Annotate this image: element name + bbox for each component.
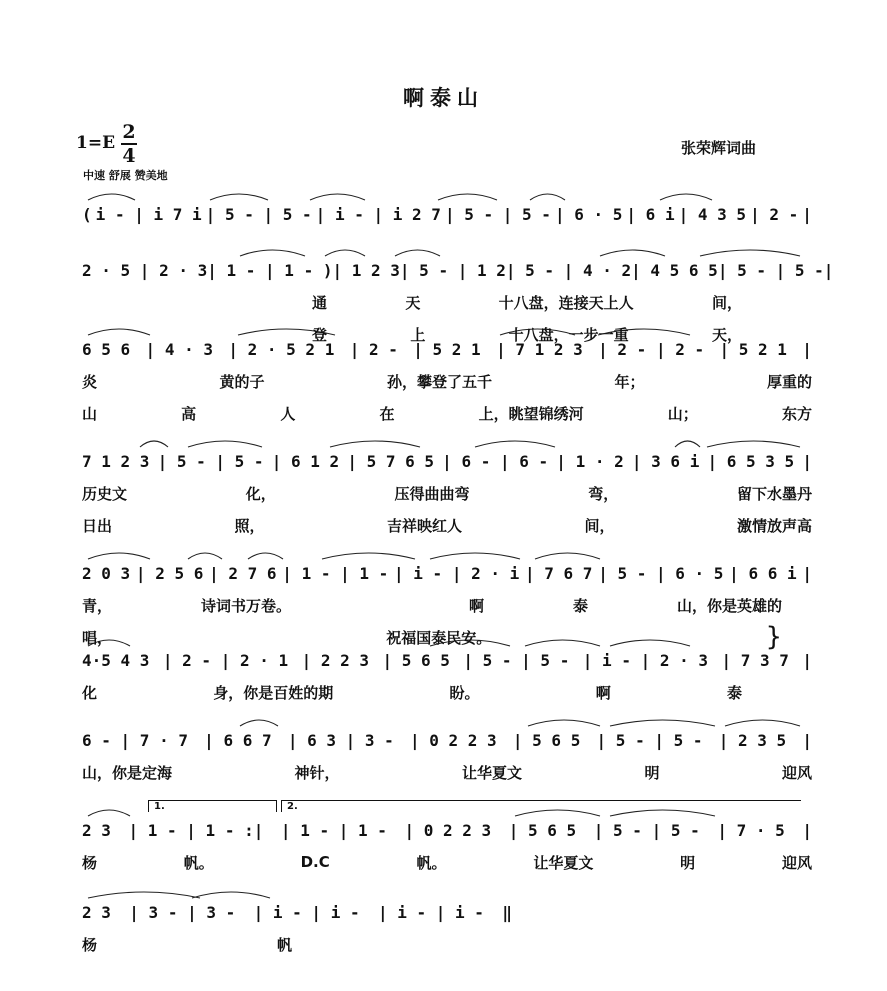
- lyric-segment: 盼。: [449, 683, 480, 702]
- note-group: | 2 - | 2 · 1: [162, 650, 289, 670]
- note-group: | 6 3 | 3 -: [287, 730, 394, 750]
- notation-row-8: [82, 818, 812, 842]
- lyric-segment: 十八盘，一步一重: [508, 325, 629, 344]
- note-group: | 1 · 2: [556, 451, 624, 471]
- slur-arc: [88, 892, 200, 898]
- lyric-row-4-2: [82, 513, 812, 537]
- lyric-segment: 迎风: [781, 853, 812, 872]
- lyric-row-2-1: [312, 290, 742, 314]
- note-group: 2 3: [82, 902, 111, 922]
- volta-2-line: [281, 800, 801, 801]
- lyric-segment: D.C: [300, 853, 330, 871]
- slur-arc: [600, 250, 665, 256]
- note-group: | i - | i -: [377, 902, 484, 922]
- lyric-segment: 唱，: [82, 628, 113, 647]
- note-group: | 1 - | 1 - ): [207, 260, 333, 280]
- lyric-row-8-1: [82, 850, 812, 874]
- lyric-segment: 泰: [726, 683, 742, 702]
- lyric-row-9-1: [82, 932, 292, 956]
- note-group: | 5 6 5: [508, 820, 577, 840]
- lyric-segment: 化: [82, 683, 98, 702]
- lyric-segment: 天: [405, 293, 421, 312]
- slur-arc: [210, 194, 268, 200]
- note-group: | 0 2 2 3: [409, 730, 497, 750]
- notation-row-1: [82, 202, 812, 226]
- note-group: | 6 5 3 5: [707, 451, 795, 471]
- tempo-marking: 中速 舒展 赞美地: [83, 169, 168, 182]
- note-group: |: [802, 451, 812, 471]
- lyric-segment: 照，: [234, 516, 265, 535]
- slur-arc: [88, 553, 150, 559]
- note-group: 4·5 4 3: [82, 650, 150, 670]
- slur-arc: [240, 250, 305, 256]
- note-group: |: [802, 563, 812, 583]
- meter-bottom: 4: [122, 145, 136, 167]
- lyric-segment: 杨: [82, 853, 98, 872]
- note-group: | 5 2 1: [719, 339, 787, 359]
- note-group: | 5 - | 5 -: [205, 204, 312, 224]
- lyric-row-3-1: [82, 369, 812, 393]
- note-group: | 5 - | 5 -: [596, 730, 703, 750]
- note-group: | i - | 2 · i: [394, 563, 520, 583]
- lyric-row-7-1: [82, 760, 812, 784]
- note-group: |: [802, 730, 812, 750]
- note-group: | 2 7 6: [209, 563, 277, 583]
- lyric-segment: 青，: [82, 596, 113, 615]
- key-signature: 1=E: [76, 133, 116, 153]
- slur-arc: [240, 720, 278, 726]
- note-group: |: [802, 339, 812, 359]
- notation-row-7: [82, 728, 812, 752]
- slur-arc: [700, 250, 800, 256]
- slur-arc: [610, 720, 715, 726]
- note-group: 2 0 3: [82, 563, 131, 583]
- note-group: | 7 6 7: [525, 563, 593, 583]
- lyric-segment: 历史文: [82, 484, 128, 503]
- slur-arc: [725, 720, 800, 726]
- note-group: | 4 · 3: [145, 339, 213, 359]
- note-group: | 1 - | 1 -: [282, 563, 389, 583]
- slur-arc: [188, 553, 222, 559]
- volta-1-line: [148, 800, 276, 801]
- slur-arc: [322, 553, 415, 559]
- note-group: | 6 · 5: [554, 204, 623, 224]
- note-group: | 5 6 5: [512, 730, 581, 750]
- note-group: | 1 - | 1 - :|: [128, 820, 264, 840]
- note-group: |: [823, 260, 834, 280]
- volta-1-end-tick: [276, 800, 277, 812]
- volta-2-tick: [281, 800, 282, 812]
- note-group: | 2 3 5: [718, 730, 787, 750]
- lyric-segment: 黄的子: [219, 372, 265, 391]
- lyric-row-3-2: [82, 401, 812, 425]
- slur-arc: [528, 720, 600, 726]
- lyric-segment: 日出: [82, 516, 113, 535]
- note-group: | 2 5 6: [135, 563, 204, 583]
- note-group: | 5 - | 1 2: [399, 260, 506, 280]
- lyric-segment: 泰: [572, 596, 588, 615]
- notation-row-3: [82, 337, 812, 361]
- lyric-row-5-2: [82, 622, 782, 652]
- slur-arc: [88, 194, 135, 200]
- slur-arc: [430, 553, 520, 559]
- lyric-segment: 登: [312, 325, 328, 344]
- lyric-segment: 啊: [468, 596, 484, 615]
- volta-2-number: 2.: [287, 801, 298, 812]
- note-group: | i - | i -: [253, 902, 360, 922]
- lyric-segment: 间，: [584, 516, 615, 535]
- note-group: i - | i 7 i: [95, 204, 202, 224]
- lyric-segment: 明: [680, 853, 696, 872]
- note-group: | 5 - | 5 -: [717, 260, 824, 280]
- notation-row-4: [82, 449, 812, 473]
- slur-arc: [515, 810, 600, 816]
- note-group: | 1 - | 1 -: [280, 820, 387, 840]
- slur-arc: [325, 250, 365, 256]
- lyric-segment: 炎: [82, 372, 98, 391]
- lyric-segment: 厚重的: [766, 372, 812, 391]
- note-group: | 2 · 5 2 1: [228, 339, 335, 359]
- notation-row-5: [82, 561, 812, 585]
- lyric-segment: 激情放声高: [736, 516, 812, 535]
- volta-1-number: 1.: [154, 801, 165, 812]
- note-group: 6 5 6: [82, 339, 131, 359]
- lyric-segment: 孙，攀登了五千: [386, 372, 492, 391]
- note-group: | 7 3 7: [721, 650, 789, 670]
- volta-1-tick: [148, 800, 149, 812]
- slur-arc: [310, 194, 365, 200]
- note-group: | 5 - | 5 -: [593, 820, 700, 840]
- note-group: | 6 6 7: [204, 730, 272, 750]
- slur-arc: [140, 441, 168, 447]
- note-group: | 3 - | 3 -: [129, 902, 236, 922]
- note-group: | 5 2 1: [413, 339, 481, 359]
- lyric-segment: 上，眺望锦绣河: [478, 404, 584, 423]
- lyric-segment: 迎风: [781, 763, 812, 782]
- slur-arc: [192, 892, 270, 898]
- notation-row-9: [82, 900, 512, 924]
- note-group: | 4 3 5: [678, 204, 747, 224]
- lyric-segment: 身，你是百姓的期: [213, 683, 334, 702]
- lyric-segment: 神针，: [294, 763, 340, 782]
- note-group: |: [802, 204, 812, 224]
- lyric-segment: 山，你是定海: [82, 763, 173, 782]
- slur-arc: [530, 194, 565, 200]
- note-group: | 5 - | 4 · 2: [505, 260, 632, 280]
- lyric-segment: 诗词书万卷。: [201, 596, 292, 615]
- note-group: | 7 1 2 3: [496, 339, 583, 359]
- lyric-segment: 杨: [82, 935, 98, 954]
- note-group: | 3 6 i: [631, 451, 700, 471]
- slur-arc: [330, 441, 420, 447]
- slur-arc: [535, 553, 600, 559]
- slur-arc: [475, 441, 555, 447]
- note-group: 7 1 2 3: [82, 451, 150, 471]
- lyric-segment: 通: [312, 293, 328, 312]
- note-group: | 6 i: [626, 204, 675, 224]
- note-group: | i - | 2 · 3: [582, 650, 709, 670]
- note-group: | 5 - | 5 -: [463, 650, 570, 670]
- note-group: | i - | i 2 7: [315, 204, 441, 224]
- lyric-segment: 祝福国泰民安。: [386, 628, 492, 647]
- notation-row-2: [82, 258, 834, 282]
- note-group: | 2 -: [349, 339, 398, 359]
- author-credit: 张荣辉词曲: [681, 139, 757, 157]
- lyric-segment: 化，: [245, 484, 276, 503]
- lyric-segment: 吉祥映红人: [386, 516, 462, 535]
- note-group: | 7 · 5: [717, 820, 785, 840]
- lyric-segment: 高: [181, 404, 197, 423]
- note-group: | 4 5 6 5: [631, 260, 718, 280]
- slur-arc: [248, 553, 283, 559]
- slur-arc: [188, 441, 262, 447]
- slur-arc: [675, 441, 700, 447]
- notation-row-6: [82, 648, 812, 672]
- lyric-segment: 帆。: [416, 853, 447, 872]
- lyric-segment: 十八盘，连接天上人: [498, 293, 634, 312]
- song-title: 啊泰山: [403, 86, 484, 110]
- lyric-segment: 山；: [667, 404, 698, 423]
- lyric-segment: 山，你是英雄的: [676, 596, 782, 615]
- note-group: | 6 6 i: [729, 563, 797, 583]
- note-group: | 5 6 5: [382, 650, 450, 670]
- lyric-segment: 年；: [614, 372, 645, 391]
- lyric-segment: 天，: [711, 325, 742, 344]
- note-group: | 1 2 3: [332, 260, 400, 280]
- meter-top: 2: [122, 121, 136, 143]
- note-group: ‖: [502, 902, 512, 922]
- slur-arc: [707, 441, 800, 447]
- note-group: | 6 - | 6 -: [442, 451, 549, 471]
- lyric-segment: 在: [379, 404, 395, 423]
- note-group: | 2 -: [750, 204, 799, 224]
- note-group: | 2 2 3: [301, 650, 370, 670]
- lyric-segment: 上: [410, 325, 426, 344]
- lyric-segment: 山: [82, 404, 98, 423]
- slur-arc: [610, 810, 715, 816]
- lyric-segment: 弯，: [588, 484, 619, 503]
- note-group: | 5 - | 5 -: [444, 204, 551, 224]
- note-group: |: [802, 820, 812, 840]
- slur-arc: [395, 250, 440, 256]
- slur-arc: [88, 810, 130, 816]
- lyric-segment: 留下水墨丹: [736, 484, 812, 503]
- slur-arc: [660, 194, 712, 200]
- note-group: |: [802, 650, 812, 670]
- note-group: | 2 - | 2 -: [598, 339, 705, 359]
- lyric-row-6-1: [82, 680, 742, 704]
- note-group: | 5 - | 6 · 5: [598, 563, 724, 583]
- note-group: | 5 - | 5 -: [157, 451, 264, 471]
- note-group: | 5 7 6 5: [347, 451, 435, 471]
- lyric-segment: 啊: [595, 683, 611, 702]
- note-group: | 6 1 2: [271, 451, 340, 471]
- lyric-segment: 让华夏文: [461, 763, 522, 782]
- slur-arc: [438, 194, 497, 200]
- lyric-segment: 间，: [711, 293, 742, 312]
- lyric-segment: 明: [644, 763, 660, 782]
- note-group: | 0 2 2 3: [404, 820, 492, 840]
- lyric-segment: 让华夏文: [533, 853, 594, 872]
- note-group: 6 - | 7 · 7: [82, 730, 188, 750]
- lyric-segment: 压得曲曲弯: [394, 484, 470, 503]
- lyric-segment: 东方: [781, 404, 812, 423]
- lyric-segment: 人: [280, 404, 296, 423]
- lyric-segment: 帆: [276, 935, 292, 954]
- lyric-segment: 帆。: [183, 853, 214, 872]
- slur-arc: [88, 329, 150, 335]
- note-group: (: [82, 204, 92, 224]
- lyric-row-4-1: [82, 481, 812, 505]
- note-group: 2 3: [82, 820, 111, 840]
- note-group: 2 · 5 | 2 · 3: [82, 260, 208, 280]
- verse-bracket: }: [765, 622, 782, 652]
- lyric-row-5-1: [82, 593, 782, 617]
